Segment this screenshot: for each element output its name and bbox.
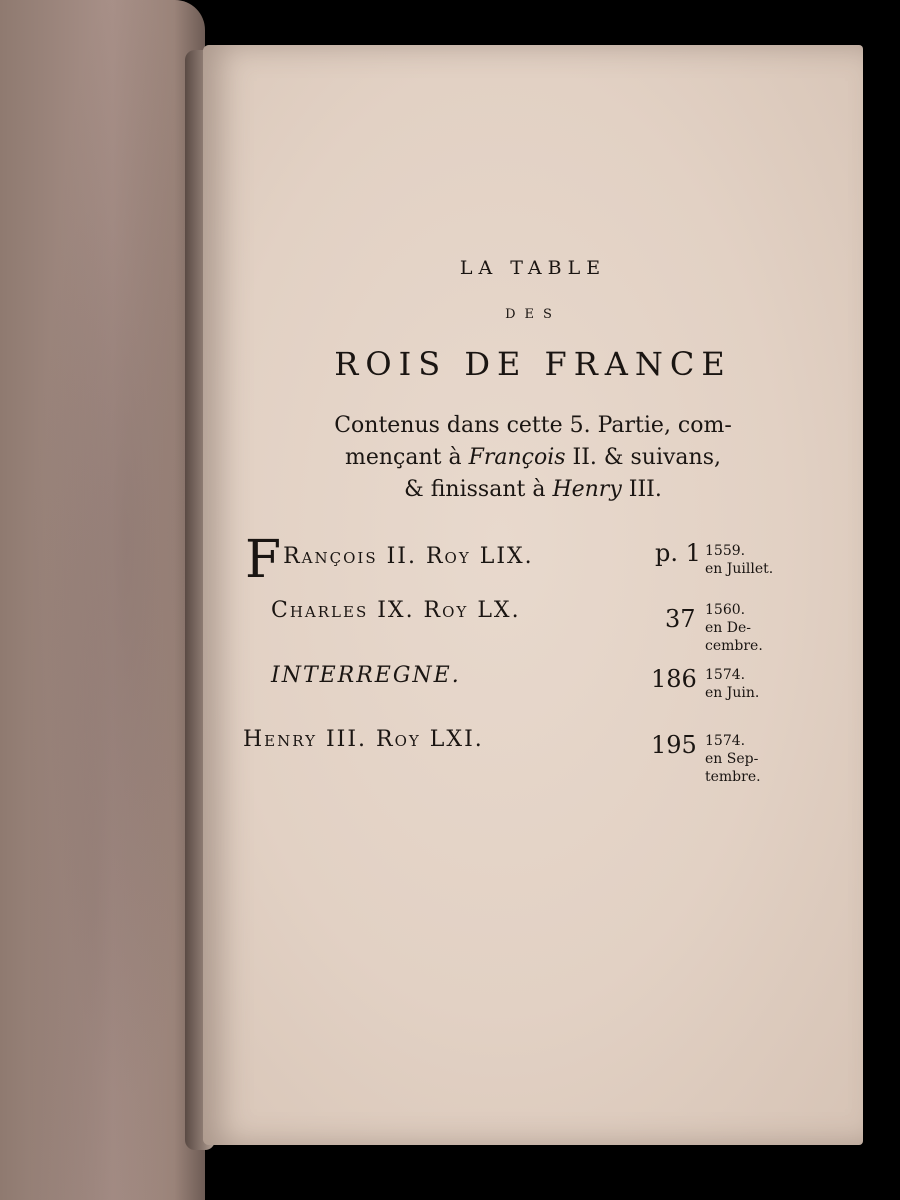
left-facing-page [0,0,205,1200]
entry-month: tembre. [705,769,761,785]
entry-year: 1560. [705,602,746,618]
subtitle-text: mençant à [344,445,469,470]
bleed-through-print [30,0,190,1200]
subtitle-italic-name: François [468,445,566,470]
entry-month: cembre. [705,638,763,654]
entry-henry-iii: Henry III. Roy LXI. [243,727,484,752]
entry-page-number: 195 [651,731,697,759]
entry-page-number: 37 [665,605,696,633]
subtitle-text: III. [621,477,662,502]
entry-date-note [705,542,773,578]
subtitle-italic-name: Henry [552,477,622,502]
entry-date-note [705,732,761,786]
subtitle-line-2 [203,442,863,474]
entry-month: en Juin. [705,685,760,701]
subtitle-text: & finissant à [404,477,553,502]
entry-month: en Juillet. [705,561,774,577]
entry-month: en De- [705,620,751,636]
entry-year: 1574. [705,733,746,749]
subtitle-line-1: Contenus dans cette 5. Partie, com- [334,413,732,438]
entry-year: 1574. [705,667,746,683]
entry-charles-ix: Charles IX. Roy LX. [271,598,521,623]
right-page [203,45,863,1145]
entry-date-note [705,666,759,702]
entry-title: Rançois II. Roy LIX. [283,544,534,569]
entry-interregne: INTERREGNE. [271,663,461,688]
entry-date-note [705,601,763,655]
subtitle-line-3 [203,474,863,506]
entry-year: 1559. [705,543,746,559]
entry-francois-ii [245,530,534,590]
subtitle-text: II. & suivans, [565,445,721,470]
entry-month: en Sep- [705,751,759,767]
drop-cap: F [245,530,284,590]
entry-page-number: 186 [651,665,697,693]
entry-page-number: p. 1 [655,539,701,567]
heading-des: DES [505,307,561,322]
heading-rois-de-france: ROIS DE FRANCE [334,345,732,383]
heading-la-table: LA TABLE [459,257,607,279]
